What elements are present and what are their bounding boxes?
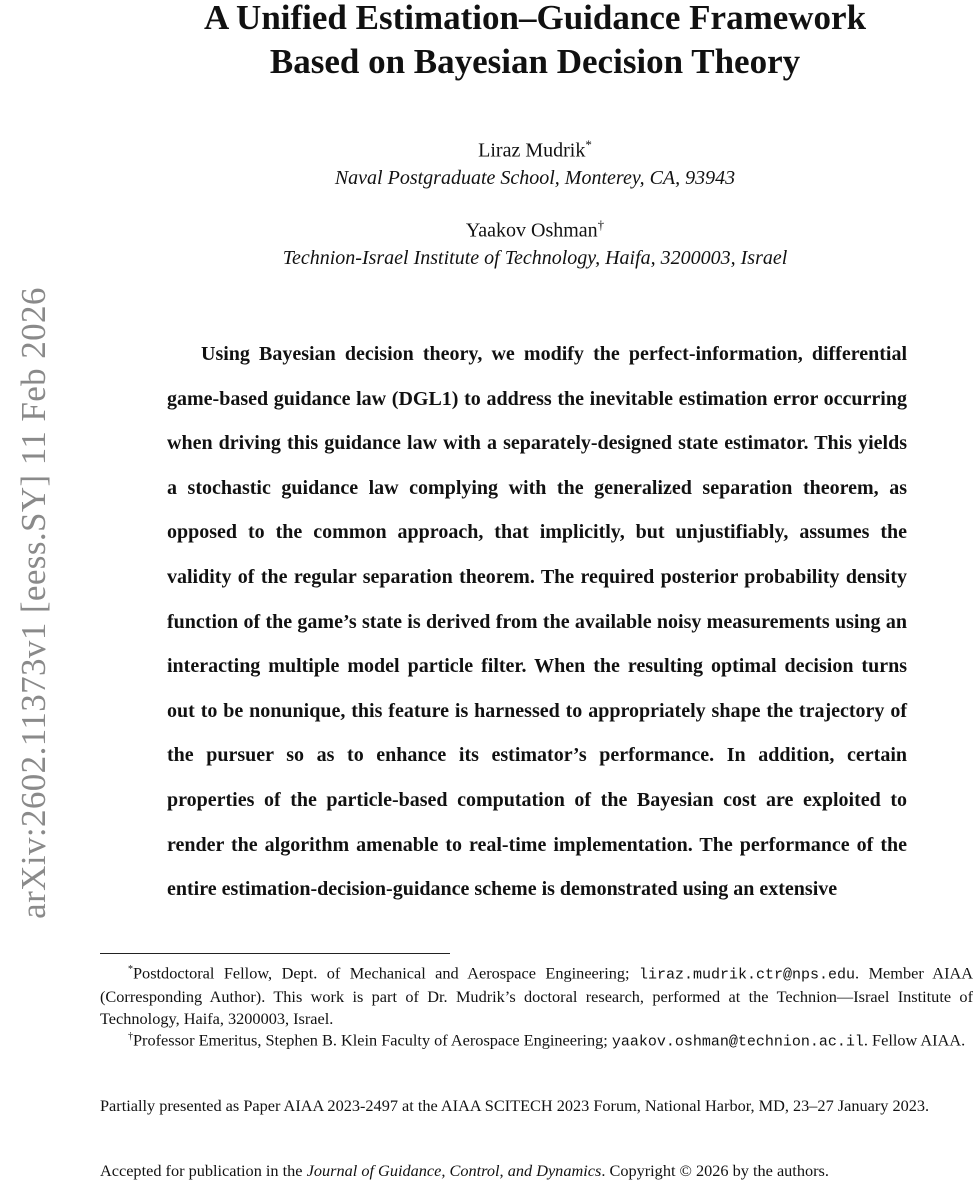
abstract-text: Using Bayesian decision theory, we modify the perfect-information, differential game-based guidance law (DGL1) to address the inevitable estimation error occurring when driving this guidance law with a separately-designed state estimator. This yields a stochastic guidance law complying with the generalized separation theorem, as opposed to the common approach, that implicitly, but unjustifiably, assumes the validity of the regular separation theorem. The required posterior probability density function of the game’s state is derived from the available noisy measurements using an interacting multiple model particle filter. When the resulting optimal decision turns out to be nonunique, this feature is harnessed to appropriately shape the trajectory of the pursuer so as to enhance its estimator’s performance. In addition, certain properties of the particle-based computation of the Bayesian cost are exploited to render the algorithm amenable to real-time implementation. The performance of the entire estimation-decision-guidance scheme is demonstrated using an extensive [167, 343, 907, 901]
footnote-1-mark: * [128, 964, 133, 975]
author-1-name: Liraz Mudrik [478, 139, 586, 162]
paper-title-line-2: Based on Bayesian Decision Theory [269, 42, 801, 81]
footnote-2-text-end: . Fellow AIAA. [863, 1030, 966, 1050]
author-2-name-line [100, 212, 970, 244]
footnote-2-mark: † [128, 1031, 133, 1042]
footnote-2 [100, 1026, 973, 1053]
author-1-footnote-mark: * [585, 137, 592, 152]
author-2-name: Yaakov Oshman [465, 219, 598, 242]
copyright-text: . Copyright © 2026 by the authors. [601, 1161, 829, 1180]
author-2-affiliation: Technion-Israel Institute of Technology, Haifa, 3200003, Israel [282, 246, 788, 269]
author-1-email-link[interactable]: liraz.mudrik.ctr@nps.edu [639, 966, 856, 984]
paper-title-line-1: A Unified Estimation–Guidance Framework [203, 0, 867, 37]
arxiv-identifier-stamp: arXiv:2602.11373v1 [eess.SY] 11 Feb 2026 [14, 287, 53, 919]
footnote-1-text-end: . Member AIAA (Corresponding Author). This work is part of Dr. Mudrik’s doctoral research, performed at the Technion—Israel Institute of Technology, Haifa, 3200003, Israel. [100, 963, 973, 1029]
author-1-affiliation: Naval Postgraduate School, Monterey, CA, 93943 [334, 166, 736, 189]
author-1-name-line [100, 132, 970, 164]
footnote-1 [100, 959, 973, 1030]
author-1-block [100, 132, 970, 192]
author-2-email-link[interactable]: yaakov.oshman@technion.ac.il [611, 1033, 864, 1051]
journal-name: Journal of Guidance, Control, and Dynamics [306, 1161, 602, 1180]
footnote-2-text-start: Professor Emeritus, Stephen B. Klein Faculty of Aerospace Engineering; [133, 1030, 612, 1050]
footnote-1-text-start: Postdoctoral Fellow, Dept. of Mechanical and Aerospace Engineering; [133, 963, 639, 983]
footnote-divider [100, 953, 450, 954]
presented-note: Partially presented as Paper AIAA 2023-2497 at the AIAA SCITECH 2023 Forum, National Harbor, MD, 23–27 January 2023. [100, 1096, 930, 1115]
accepted-note [100, 1160, 973, 1182]
author-2-block [100, 212, 970, 272]
accepted-note-start: Accepted for publication in the [100, 1161, 307, 1180]
author-2-footnote-mark: † [597, 217, 605, 232]
